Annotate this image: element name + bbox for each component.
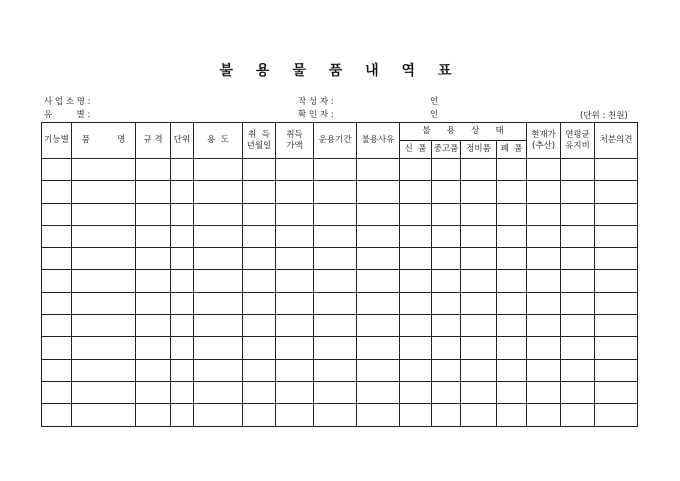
table-cell[interactable] xyxy=(357,203,400,225)
header-usage: 용 도 xyxy=(194,123,243,159)
table-cell[interactable] xyxy=(171,159,194,181)
table-cell[interactable] xyxy=(136,404,171,426)
table-cell[interactable] xyxy=(527,292,561,314)
table-cell[interactable] xyxy=(497,292,527,314)
table-cell[interactable] xyxy=(527,381,561,403)
table-cell[interactable] xyxy=(595,292,638,314)
table-cell[interactable] xyxy=(42,359,72,381)
table-cell[interactable] xyxy=(432,292,461,314)
table-row xyxy=(42,203,638,225)
table-cell[interactable] xyxy=(357,159,400,181)
table-cell[interactable] xyxy=(42,404,72,426)
table-cell[interactable] xyxy=(276,181,314,203)
header-status-repair: 정비품 xyxy=(461,141,497,159)
table-cell[interactable] xyxy=(314,181,357,203)
table-cell[interactable] xyxy=(314,381,357,403)
table-cell[interactable] xyxy=(561,337,595,359)
table-cell[interactable] xyxy=(527,225,561,247)
table-cell[interactable] xyxy=(136,248,171,270)
table-cell[interactable] xyxy=(595,315,638,337)
table-cell[interactable] xyxy=(461,159,497,181)
table-cell[interactable] xyxy=(136,203,171,225)
table-cell[interactable] xyxy=(42,159,72,181)
table-cell[interactable] xyxy=(357,270,400,292)
table-cell[interactable] xyxy=(561,181,595,203)
table-cell[interactable] xyxy=(595,159,638,181)
table-cell[interactable] xyxy=(595,203,638,225)
category-label: 유 별 : xyxy=(44,110,91,120)
table-cell[interactable] xyxy=(171,381,194,403)
table-row xyxy=(42,315,638,337)
table-cell[interactable] xyxy=(400,181,432,203)
table-cell[interactable] xyxy=(136,381,171,403)
table-cell[interactable] xyxy=(461,225,497,247)
table-cell[interactable] xyxy=(314,292,357,314)
table-row xyxy=(42,404,638,426)
table-cell[interactable] xyxy=(171,315,194,337)
table-cell[interactable] xyxy=(72,381,136,403)
table-cell[interactable] xyxy=(432,248,461,270)
table-cell[interactable] xyxy=(42,381,72,403)
table-cell[interactable] xyxy=(136,292,171,314)
table-cell[interactable] xyxy=(171,337,194,359)
table-cell[interactable] xyxy=(357,292,400,314)
table-cell[interactable] xyxy=(432,181,461,203)
table-cell[interactable] xyxy=(400,203,432,225)
table-cell[interactable] xyxy=(72,270,136,292)
table-cell[interactable] xyxy=(314,404,357,426)
table-cell[interactable] xyxy=(400,159,432,181)
table-cell[interactable] xyxy=(314,159,357,181)
table-cell[interactable] xyxy=(497,225,527,247)
table-cell[interactable] xyxy=(72,404,136,426)
table-cell[interactable] xyxy=(497,315,527,337)
table-cell[interactable] xyxy=(357,181,400,203)
table-cell[interactable] xyxy=(72,159,136,181)
table-cell[interactable] xyxy=(461,404,497,426)
table-cell[interactable] xyxy=(243,225,276,247)
table-cell[interactable] xyxy=(400,381,432,403)
table-cell[interactable] xyxy=(400,404,432,426)
table-cell[interactable] xyxy=(171,270,194,292)
table-cell[interactable] xyxy=(243,337,276,359)
table-cell[interactable] xyxy=(72,359,136,381)
table-cell[interactable] xyxy=(243,381,276,403)
table-cell[interactable] xyxy=(527,248,561,270)
table-cell[interactable] xyxy=(194,315,243,337)
table-cell[interactable] xyxy=(194,159,243,181)
table-cell[interactable] xyxy=(357,315,400,337)
table-cell[interactable] xyxy=(527,181,561,203)
disposal-items-table xyxy=(41,122,638,427)
table-cell[interactable] xyxy=(497,159,527,181)
table-cell[interactable] xyxy=(595,225,638,247)
table-cell[interactable] xyxy=(561,404,595,426)
table-row xyxy=(42,292,638,314)
table-cell[interactable] xyxy=(243,181,276,203)
table-cell[interactable] xyxy=(136,359,171,381)
header-status-scrap: 폐 품 xyxy=(497,141,527,159)
document-title: 불 용 물 품 내 역 표 xyxy=(219,63,461,79)
table-cell[interactable] xyxy=(276,359,314,381)
table-cell[interactable] xyxy=(136,181,171,203)
table-cell[interactable] xyxy=(527,270,561,292)
table-cell[interactable] xyxy=(527,359,561,381)
table-cell[interactable] xyxy=(194,181,243,203)
table-cell[interactable] xyxy=(243,248,276,270)
table-row xyxy=(42,248,638,270)
table-cell[interactable] xyxy=(72,248,136,270)
header-unit: 단위 xyxy=(171,123,194,159)
table-cell[interactable] xyxy=(72,203,136,225)
header-annual-maintenance: 연평균 유지비 xyxy=(561,123,595,159)
table-body xyxy=(42,159,638,427)
table-cell[interactable] xyxy=(72,181,136,203)
table-cell[interactable] xyxy=(171,225,194,247)
header-acquisition-date: 취 득 년월일 xyxy=(243,123,276,159)
table-cell[interactable] xyxy=(561,381,595,403)
table-row xyxy=(42,381,638,403)
table-cell[interactable] xyxy=(276,292,314,314)
table-cell[interactable] xyxy=(276,270,314,292)
table-cell[interactable] xyxy=(276,315,314,337)
table-cell[interactable] xyxy=(314,225,357,247)
checker-seal: 인 xyxy=(430,110,439,120)
table-cell[interactable] xyxy=(276,159,314,181)
table-cell[interactable] xyxy=(314,248,357,270)
table-cell[interactable] xyxy=(595,248,638,270)
table-cell[interactable] xyxy=(171,359,194,381)
table-cell[interactable] xyxy=(42,292,72,314)
table-cell[interactable] xyxy=(136,159,171,181)
table-cell[interactable] xyxy=(136,270,171,292)
table-cell[interactable] xyxy=(243,359,276,381)
table-cell[interactable] xyxy=(357,337,400,359)
table-cell[interactable] xyxy=(461,292,497,314)
table-cell[interactable] xyxy=(276,225,314,247)
table-cell[interactable] xyxy=(400,270,432,292)
table-cell[interactable] xyxy=(276,248,314,270)
table-cell[interactable] xyxy=(276,203,314,225)
writer-label: 작 성 자 : xyxy=(298,97,334,107)
table-cell[interactable] xyxy=(497,381,527,403)
table-cell[interactable] xyxy=(357,248,400,270)
table-cell[interactable] xyxy=(42,248,72,270)
table-cell[interactable] xyxy=(314,270,357,292)
table-cell[interactable] xyxy=(171,203,194,225)
table-cell[interactable] xyxy=(561,203,595,225)
table-cell[interactable] xyxy=(497,359,527,381)
table-row xyxy=(42,359,638,381)
table-cell[interactable] xyxy=(432,225,461,247)
table-cell[interactable] xyxy=(194,248,243,270)
table-cell[interactable] xyxy=(136,315,171,337)
table-cell[interactable] xyxy=(400,359,432,381)
header-disposal-opinion: 처분의견 xyxy=(595,123,638,159)
table-cell[interactable] xyxy=(42,225,72,247)
checker-label: 확 인 자 : xyxy=(298,110,334,120)
table-cell[interactable] xyxy=(595,337,638,359)
table-cell[interactable] xyxy=(561,315,595,337)
table-cell[interactable] xyxy=(243,203,276,225)
unit-note: (단위 : 천원) xyxy=(580,111,628,121)
table-cell[interactable] xyxy=(276,404,314,426)
table-cell[interactable] xyxy=(595,404,638,426)
table-row xyxy=(42,159,638,181)
table-cell[interactable] xyxy=(72,292,136,314)
table-cell[interactable] xyxy=(42,203,72,225)
table-cell[interactable] xyxy=(561,159,595,181)
table-cell[interactable] xyxy=(171,292,194,314)
header-acquisition-price: 취득 가액 xyxy=(276,123,314,159)
header-status-used: 중고품 xyxy=(432,141,461,159)
table-cell[interactable] xyxy=(497,203,527,225)
table-cell[interactable] xyxy=(357,404,400,426)
table-cell[interactable] xyxy=(243,292,276,314)
table-cell[interactable] xyxy=(194,381,243,403)
table-cell[interactable] xyxy=(561,248,595,270)
table-cell[interactable] xyxy=(400,292,432,314)
table-cell[interactable] xyxy=(432,337,461,359)
table-cell[interactable] xyxy=(527,337,561,359)
table-cell[interactable] xyxy=(194,337,243,359)
table-cell[interactable] xyxy=(314,337,357,359)
table-cell[interactable] xyxy=(561,270,595,292)
table-cell[interactable] xyxy=(194,404,243,426)
table-cell[interactable] xyxy=(400,225,432,247)
header-function: 기능별 xyxy=(42,123,72,159)
table-cell[interactable] xyxy=(194,270,243,292)
table-row xyxy=(42,337,638,359)
table-cell[interactable] xyxy=(527,315,561,337)
table-cell[interactable] xyxy=(461,270,497,292)
writer-seal: 인 xyxy=(430,97,439,107)
table-cell[interactable] xyxy=(194,292,243,314)
table-cell[interactable] xyxy=(497,270,527,292)
table-cell[interactable] xyxy=(461,248,497,270)
table-cell[interactable] xyxy=(243,159,276,181)
table-cell[interactable] xyxy=(561,292,595,314)
table-cell[interactable] xyxy=(432,270,461,292)
table-cell[interactable] xyxy=(595,270,638,292)
table-cell[interactable] xyxy=(497,337,527,359)
table-cell[interactable] xyxy=(461,181,497,203)
table-cell[interactable] xyxy=(72,315,136,337)
table-cell[interactable] xyxy=(314,203,357,225)
header-service-period: 운용기간 xyxy=(314,123,357,159)
table-cell[interactable] xyxy=(595,359,638,381)
table-cell[interactable] xyxy=(72,225,136,247)
table-cell[interactable] xyxy=(243,404,276,426)
table-cell[interactable] xyxy=(136,337,171,359)
table-cell[interactable] xyxy=(527,203,561,225)
table-cell[interactable] xyxy=(400,337,432,359)
table-cell[interactable] xyxy=(42,270,72,292)
table-cell[interactable] xyxy=(276,381,314,403)
table-cell[interactable] xyxy=(432,203,461,225)
table-cell[interactable] xyxy=(432,359,461,381)
table-row xyxy=(42,225,638,247)
header-status-new: 신 품 xyxy=(400,141,432,159)
header-spec: 규 격 xyxy=(136,123,171,159)
header-current-value: 현재가 (추산) xyxy=(527,123,561,159)
table-cell[interactable] xyxy=(497,404,527,426)
table-cell[interactable] xyxy=(194,203,243,225)
table-cell[interactable] xyxy=(527,404,561,426)
table-cell[interactable] xyxy=(595,181,638,203)
table-cell[interactable] xyxy=(194,225,243,247)
table-cell[interactable] xyxy=(42,181,72,203)
header-item-name: 품 명 xyxy=(72,123,136,159)
table-cell[interactable] xyxy=(461,381,497,403)
table-cell[interactable] xyxy=(561,225,595,247)
table-row xyxy=(42,181,638,203)
company-label: 사 업 소 명 : xyxy=(44,97,91,107)
table-cell[interactable] xyxy=(42,337,72,359)
table-cell[interactable] xyxy=(432,381,461,403)
table-cell[interactable] xyxy=(194,359,243,381)
table-cell[interactable] xyxy=(432,159,461,181)
table-cell[interactable] xyxy=(357,225,400,247)
table-cell[interactable] xyxy=(461,315,497,337)
table-cell[interactable] xyxy=(461,337,497,359)
table-cell[interactable] xyxy=(357,359,400,381)
table-cell[interactable] xyxy=(561,359,595,381)
table-cell[interactable] xyxy=(276,337,314,359)
table-cell[interactable] xyxy=(243,315,276,337)
table-cell[interactable] xyxy=(400,248,432,270)
table-cell[interactable] xyxy=(432,404,461,426)
table-cell[interactable] xyxy=(171,248,194,270)
table-cell[interactable] xyxy=(42,315,72,337)
table-cell[interactable] xyxy=(432,315,461,337)
table-cell[interactable] xyxy=(461,359,497,381)
table-cell[interactable] xyxy=(400,315,432,337)
table-cell[interactable] xyxy=(497,181,527,203)
table-row xyxy=(42,270,638,292)
table-cell[interactable] xyxy=(595,381,638,403)
table-cell[interactable] xyxy=(497,248,527,270)
table-cell[interactable] xyxy=(357,381,400,403)
table-cell[interactable] xyxy=(171,404,194,426)
table-cell[interactable] xyxy=(243,270,276,292)
table-cell[interactable] xyxy=(136,225,171,247)
header-disuse-status: 불 용 상 태 xyxy=(400,123,527,141)
table-cell[interactable] xyxy=(314,315,357,337)
table-cell[interactable] xyxy=(171,181,194,203)
header-disuse-reason: 불용사유 xyxy=(357,123,400,159)
table-cell[interactable] xyxy=(527,159,561,181)
table-cell[interactable] xyxy=(314,359,357,381)
table-cell[interactable] xyxy=(461,203,497,225)
table-cell[interactable] xyxy=(72,337,136,359)
